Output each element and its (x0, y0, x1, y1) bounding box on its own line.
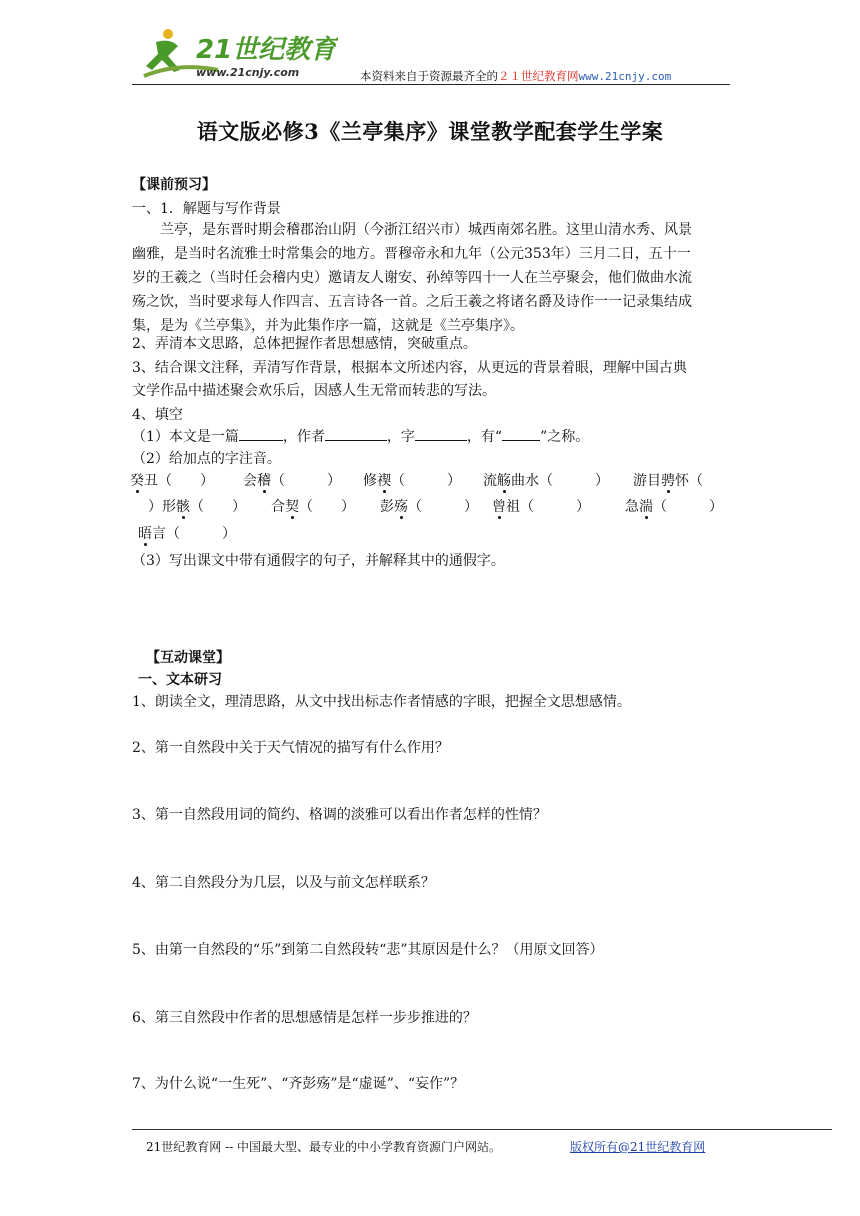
blank-title[interactable] (502, 427, 540, 441)
page-title: 语文版必修3《兰亭集序》课堂教学配套学生学案 (196, 119, 664, 144)
question-5: 5、由第一自然段的“乐”到第二自然段转“悲”其原因是什么？（用原文回答） (132, 942, 604, 958)
subheading-text-study: 一、文本研习 (138, 672, 222, 688)
para-line-4: 殇之饮，当时要求每人作四言、五言诗各一首。之后王羲之将诸名爵及诗作一一记录集结成 (132, 294, 692, 310)
item-background: 一、1．解题与写作背景 (132, 201, 281, 217)
question-4: 4、第二自然段分为几层，以及与前文怎样联系？ (132, 875, 435, 891)
pinyin-item: 游目骋怀（ (633, 473, 703, 489)
blank-author[interactable] (325, 427, 387, 441)
pinyin-heading: （2）给加点的字注音。 (132, 451, 281, 467)
pinyin-item: 急湍（ ） (625, 499, 723, 515)
header-note-site[interactable]: ２１世纪教育网 (498, 69, 579, 83)
site-logo (138, 26, 338, 84)
question-6: 6、第三自然段中作者的思想感情是怎样一步步推进的？ (132, 1010, 477, 1026)
header-divider (132, 84, 730, 85)
pinyin-item: 合契（ ） (271, 499, 355, 515)
pinyin-item: 流觞曲水（ ） (483, 473, 609, 489)
header-note-prefix: 本资料来自于资源最齐全的 (360, 69, 498, 83)
item-thinking: 2、弄清本文思路，总体把握作者思想感情，突破重点。 (132, 336, 477, 352)
para-line-3: 岁的王羲之（当时任会稽内史）邀请友人谢安、孙绰等四十一人在兰亭聚会，他们做曲水流 (132, 270, 692, 286)
pinyin-item: ）形骸（ ） (148, 499, 246, 515)
pinyin-item: 癸丑（ ） (130, 473, 214, 489)
footer-copyright-link[interactable]: 版权所有@21世纪教育网 (570, 1140, 706, 1154)
question-2: 2、第一自然段中关于天气情况的描写有什么作用？ (132, 740, 449, 756)
blank-genre[interactable] (239, 427, 283, 441)
pinyin-item: 会稽（ ） (243, 473, 341, 489)
para-line-5: 集，是为《兰亭集》，并为此集作序一篇，这就是《兰亭集序》。 (132, 318, 524, 334)
item-tongjia: （3）写出课文中带有通假字的句子，并解释其中的通假字。 (132, 553, 505, 569)
footer-divider (132, 1129, 832, 1130)
fill-in-line: （1）本文是一篇 ，作者 ，字 ，有“ ”之称。 (132, 429, 590, 445)
blank-courtesy-name[interactable] (415, 427, 467, 441)
pinyin-item: 彭殇（ ） (380, 499, 478, 515)
item-fill-heading: 4、填空 (132, 407, 183, 423)
item-annotation-1: 3、结合课文注释，弄清写作背景，根据本文所述内容，从更远的背景着眼，理解中国古典 (132, 360, 687, 376)
header-note-url[interactable]: www.21cnjy.com (578, 70, 672, 83)
pinyin-item: 晤言（ ） (138, 526, 236, 542)
pinyin-item: 曾祖（ ） (492, 499, 590, 515)
item-annotation-2: 文学作品中描述聚会欢乐后，因感人生无常而转悲的写法。 (132, 383, 496, 399)
section-heading-classroom: 【互动课堂】 (146, 650, 230, 666)
logo-text: 21世纪教育 (196, 35, 337, 65)
logo-url-text: www.21cnjy.com (196, 66, 300, 79)
pinyin-item: 修禊（ ） (363, 473, 461, 489)
question-7: 7、为什么说“一生死”、“齐彭殇”是“虚诞”、“妄作”？ (132, 1076, 465, 1092)
question-3: 3、第一自然段用词的简约、格调的淡雅可以看出作者怎样的性情？ (132, 807, 547, 823)
footer-text: 21世纪教育网 -- 中国最大型、最专业的中小学教育资源门户网站。 (146, 1140, 502, 1154)
question-1: 1、朗读全文，理清思路，从文中找出标志作者情感的字眼，把握全文思想感情。 (132, 694, 631, 710)
para-line-2: 幽雅，是当时名流雅士时常集会的地方。晋穆帝永和九年（公元353年）三月二日，五十一 (132, 246, 691, 262)
header-note (360, 68, 671, 84)
section-heading-preview: 【课前预习】 (132, 177, 216, 193)
para-line-1: 兰亭，是东晋时期会稽郡治山阴（今浙江绍兴市）城西南郊名胜。这里山清水秀、风景 (160, 222, 692, 238)
